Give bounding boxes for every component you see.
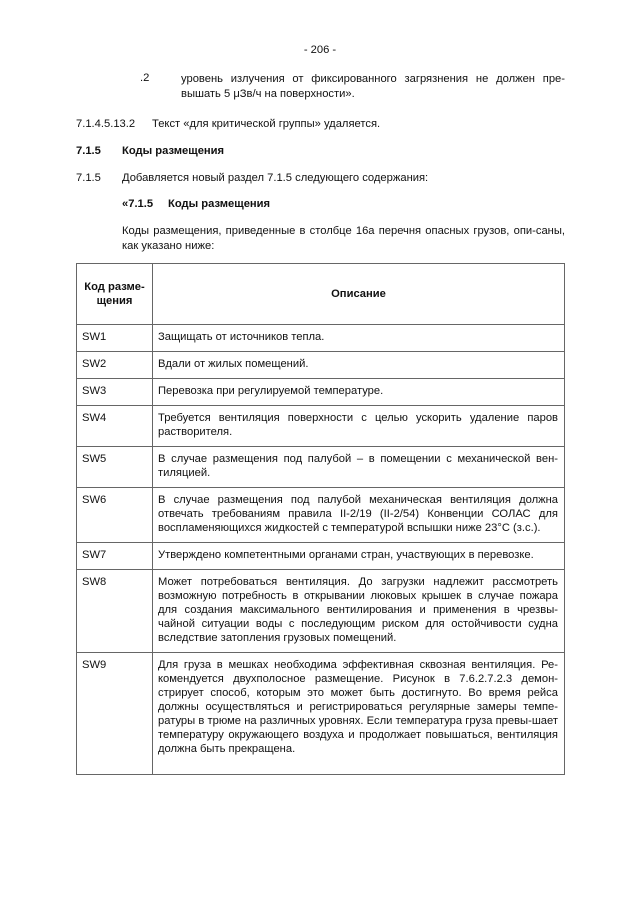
description-cell: В случае размещения под палубой механическая вентиляция должна отвечать требованиям правила II-2/19 (II-2/54) Конвенции СОЛАС для воспламеняющихся жидкостей с температурой вспышки ниже 23°С (з.с.). xyxy=(153,488,565,543)
code-cell: SW9 xyxy=(77,653,153,775)
stowage-codes-table xyxy=(76,263,565,775)
paragraph-number: 7.1.4.5.13.2 xyxy=(76,118,136,130)
table-row xyxy=(77,379,565,406)
code-cell: SW1 xyxy=(77,325,153,352)
quoted-section-number: «7.1.5 xyxy=(122,198,154,210)
table-row xyxy=(77,447,565,488)
column-header-code: Код разме-щения xyxy=(77,264,153,325)
column-header-description: Описание xyxy=(153,264,565,325)
item-text: уровень излучения от фиксированного загрязнения не должен пре-вышать 5 μЗв/ч на поверхности». xyxy=(181,73,565,100)
section-title: Коды размещения xyxy=(122,145,225,157)
table-header-row xyxy=(77,264,565,325)
description-cell: Перевозка при регулируемой температуре. xyxy=(153,379,565,406)
table-row xyxy=(77,570,565,653)
table-row xyxy=(77,543,565,570)
description-cell: В случае размещения под палубой – в помещении с механической вен-тиляцией. xyxy=(153,447,565,488)
code-cell: SW6 xyxy=(77,488,153,543)
quoted-section-title: Коды размещения xyxy=(168,198,271,210)
code-cell: SW8 xyxy=(77,570,153,653)
paragraph-text: Текст «для критической группы» удаляется. xyxy=(152,118,381,130)
description-cell: Для груза в мешках необходима эффективная сквозная вентиляция. Ре-комендуется двухполосное размещение. Рисунок в 7.6.2.7.2.3 демон-стрирует способ, которым это может быть достигнуто. Во время рейса должны осуществляться и регистрироваться регулярные замеры темпе-ратуры в трюме на различных уровнях. Если температура груза превы-шает температуру окружающего воздуха и продолжает повышаться, вентиляция должна быть прекращена. xyxy=(153,653,565,775)
item-number: .2 xyxy=(140,72,150,84)
code-cell: SW2 xyxy=(77,352,153,379)
table-row xyxy=(77,325,565,352)
intro-text: Коды размещения, приведенные в столбце 16а перечня опасных грузов, опи-саны, как указано ниже: xyxy=(122,225,565,252)
code-cell: SW3 xyxy=(77,379,153,406)
section-number: 7.1.5 xyxy=(76,145,101,157)
code-cell: SW4 xyxy=(77,406,153,447)
table-row xyxy=(77,653,565,775)
description-cell: Защищать от источников тепла. xyxy=(153,325,565,352)
description-cell: Требуется вентиляция поверхности с целью ускорить удаление паров растворителя. xyxy=(153,406,565,447)
table-row xyxy=(77,488,565,543)
paragraph-number: 7.1.5 xyxy=(76,172,101,184)
table-row xyxy=(77,406,565,447)
code-cell: SW7 xyxy=(77,543,153,570)
code-cell: SW5 xyxy=(77,447,153,488)
page-number: - 206 - xyxy=(303,44,337,56)
paragraph-text: Добавляется новый раздел 7.1.5 следующего содержания: xyxy=(122,172,429,184)
table-row xyxy=(77,352,565,379)
description-cell: Утверждено компетентными органами стран, участвующих в перевозке. xyxy=(153,543,565,570)
description-cell: Вдали от жилых помещений. xyxy=(153,352,565,379)
description-cell: Может потребоваться вентиляция. До загрузки надлежит рассмотреть возможную потребность в открывании люковых крышек в случае пожара для создания максимального вентилирования и применения в чрезвы-чайной ситуации воды с последующим риском для остойчивости судна вследствие затопления грузовых помещений. xyxy=(153,570,565,653)
